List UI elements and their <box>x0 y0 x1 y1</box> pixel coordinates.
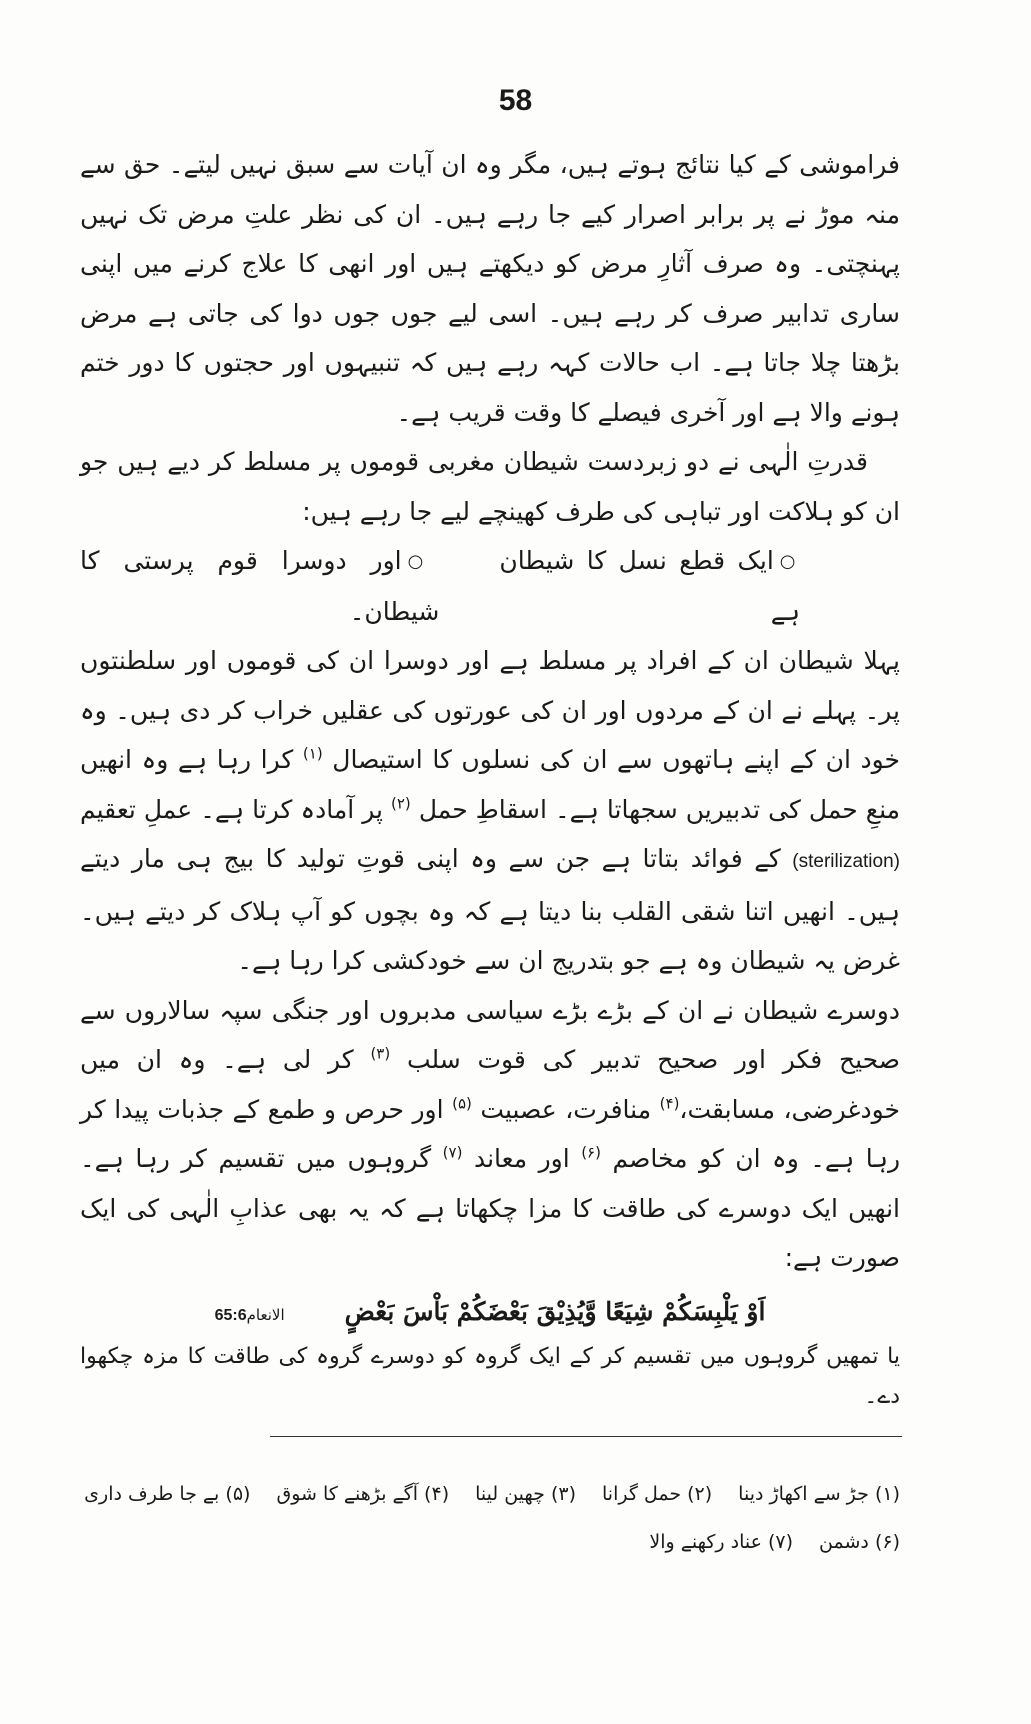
list-item: ○اور دوسرا قوم پرستی کا شیطان۔ <box>80 546 440 626</box>
footnote-item: (۵) بے جا طرف داری <box>84 1483 251 1505</box>
paragraph-4: دوسرے شیطان نے ان کے بڑے بڑے سیاسی مدبروں اور جنگی سپہ سالاروں سے صحیح فکر اور صحیح تدبیر کی قوت سلب $^{(۳)}$ کر لی ہے۔ وہ ان میں خودغرضی، مسابقت،$^{(۴)}$ منافرت، عصبیت $^{(۵)}$ اور حرص و طمع کے جذبات پیدا کر رہا ہے۔ وہ ان کو مخاصم $^{(۶)}$ اور معاند $^{(۷)}$ گروہوں میں تقسیم کر رہا ہے۔ انھیں ایک دوسرے کی طاقت کا مزا چکھاتا ہے کہ یہ بھی عذابِ الٰہی کی ایک صورت ہے: <box>80 995 901 1273</box>
footnote-mark: (۳) <box>370 1044 391 1063</box>
list-item: ○ایک قطع نسل کا شیطان ہے <box>499 546 800 626</box>
footnotes <box>84 1470 900 1566</box>
paragraph-2: قدرتِ الٰہی نے دو زبردست شیطان مغربی قوموں پر مسلط کر دیے ہیں جو ان کو ہلاکت اور تباہی کی طرف کھینچے لیے جا رہے ہیں: <box>80 447 900 526</box>
footnote-row-1 <box>84 1470 900 1518</box>
footnote-item: (۴) آگے بڑھنے کا شوق <box>276 1483 450 1505</box>
footnote-row-2 <box>90 1518 900 1566</box>
latin-term: (sterilization) <box>792 851 900 873</box>
footnote-item: (۲) حمل گرانا <box>602 1483 713 1505</box>
verse-reference: الانعام65:6 <box>214 1305 285 1324</box>
circle-bullet-icon: ○ <box>779 551 800 573</box>
footnote-item: (۶) دشمن <box>819 1531 900 1553</box>
main-text <box>80 140 900 1417</box>
verse-arabic-text: اَوْ يَلْبِسَكُمْ شِيَعًا وَّيُذِيْقَ بَعْضَكُمْ بَاْسَ بَعْضٍ <box>344 1296 766 1326</box>
paragraph-3: پہلا شیطان ان کے افراد پر مسلط ہے اور دوسرا ان کی قوموں اور سلطنتوں پر۔ پہلے نے ان کے مردوں اور ان کی عورتوں کی عقلیں خراب کر دی ہیں۔ وہ خود ان کے اپنے ہاتھوں سے ان کی نسلوں کا استیصال $^{(۱)}$ کرا رہا ہے وہ انھیں منعِ حمل کی تدبیریں سجھاتا ہے۔ اسقاطِ حمل $^{(۲)}$ پر آمادہ کرتا ہے۔ عملِ تعقیم (sterilization) کے فوائد بتاتا ہے جن سے وہ اپنی قوتِ تولید کا بیج ہی مار دیتے ہیں۔ انھیں اتنا شقی القلب بنا دیتا ہے کہ وہ بچوں کو آپ ہلاک کر دیتے ہیں۔ غرض یہ شیطان وہ ہے جو بتدریج ان سے خودکشی کرا رہا ہے۔ <box>80 646 901 976</box>
footnote-divider <box>270 1436 902 1437</box>
footnote-mark: (۱) <box>302 744 323 763</box>
circle-bullet-icon: ○ <box>407 551 440 573</box>
footnote-mark: (۴) <box>659 1094 680 1113</box>
verse-translation: یا تمھیں گروہوں میں تقسیم کر کے ایک گروہ کو دوسرے گروہ کی طاقت کا مزہ چکھوا دے۔ <box>80 1343 900 1409</box>
paragraph-1: فراموشی کے کیا نتائج ہوتے ہیں، مگر وہ ان آیات سے سبق نہیں لیتے۔ حق سے منہ موڑ نے پر برابر اصرار کیے جا رہے ہیں۔ ان کی نظر علتِ مرض تک نہیں پہنچتی۔ وہ صرف آثارِ مرض کو دیکھتے ہیں اور انھی کا علاج کرنے میں اپنی ساری تدابیر صرف کر رہے ہیں۔ اسی لیے جوں جوں دوا کی جاتی ہے مرض بڑھتا چلا جاتا ہے۔ اب حالات کہہ رہے ہیں کہ تنبیہوں اور حجتوں کا دور ختم ہونے والا ہے اور آخری فیصلے کا وقت قریب ہے۔ <box>80 150 900 427</box>
quran-verse <box>80 1287 900 1337</box>
footnote-mark: (۷) <box>442 1143 463 1162</box>
footnote-item: (۷) عناد رکھنے والا <box>649 1531 794 1553</box>
footnote-mark: (۵) <box>452 1094 472 1113</box>
page-number: 58 <box>498 84 533 117</box>
footnote-item: (۳) چھین لینا <box>475 1483 577 1505</box>
two-devils-list <box>80 536 900 636</box>
footnote-item: (۱) جڑ سے اکھاڑ دینا <box>738 1483 900 1505</box>
footnote-mark: (۲) <box>391 794 411 813</box>
footnote-mark: (۶) <box>581 1143 601 1162</box>
